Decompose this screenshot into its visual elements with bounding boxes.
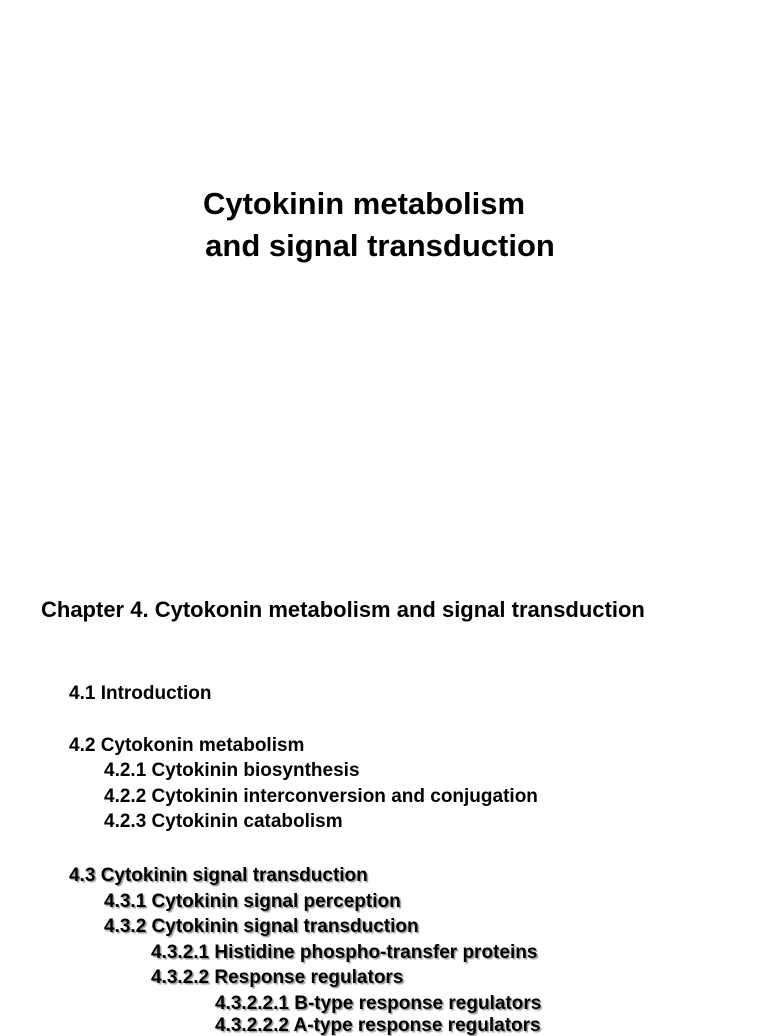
toc-item-biosynthesis: 4.2.1 Cytokinin biosynthesis	[104, 760, 360, 781]
toc-item-interconversion: 4.2.2 Cytokinin interconversion and conjugation	[104, 786, 538, 807]
toc-item-cytokinin-signal-transduction: 4.3.2 Cytokinin signal transduction	[104, 916, 419, 937]
page-title-line-1: Cytokinin metabolism	[202, 186, 526, 221]
chapter-heading: Chapter 4. Cytokonin metabolism and signal transduction	[41, 597, 645, 622]
toc-item-a-type-regulators: 4.3.2.2.2 A-type response regulators	[215, 1015, 541, 1036]
toc-item-signal-perception: 4.3.1 Cytokinin signal perception	[104, 891, 401, 912]
toc-item-introduction: 4.1 Introduction	[69, 683, 212, 704]
toc-item-response-regulators: 4.3.2.2 Response regulators	[151, 967, 404, 988]
toc-item-histidine-phospho-transfer: 4.3.2.1 Histidine phospho-transfer proteins	[151, 942, 538, 963]
toc-item-metabolism: 4.2 Cytokonin metabolism	[69, 735, 305, 756]
toc-item-signal-transduction: 4.3 Cytokinin signal transduction	[69, 865, 368, 886]
page-title-line-2: and signal transduction	[205, 228, 555, 263]
toc-item-catabolism: 4.2.3 Cytokinin catabolism	[104, 811, 343, 832]
toc-item-b-type-regulators: 4.3.2.2.1 B-type response regulators	[215, 993, 542, 1014]
